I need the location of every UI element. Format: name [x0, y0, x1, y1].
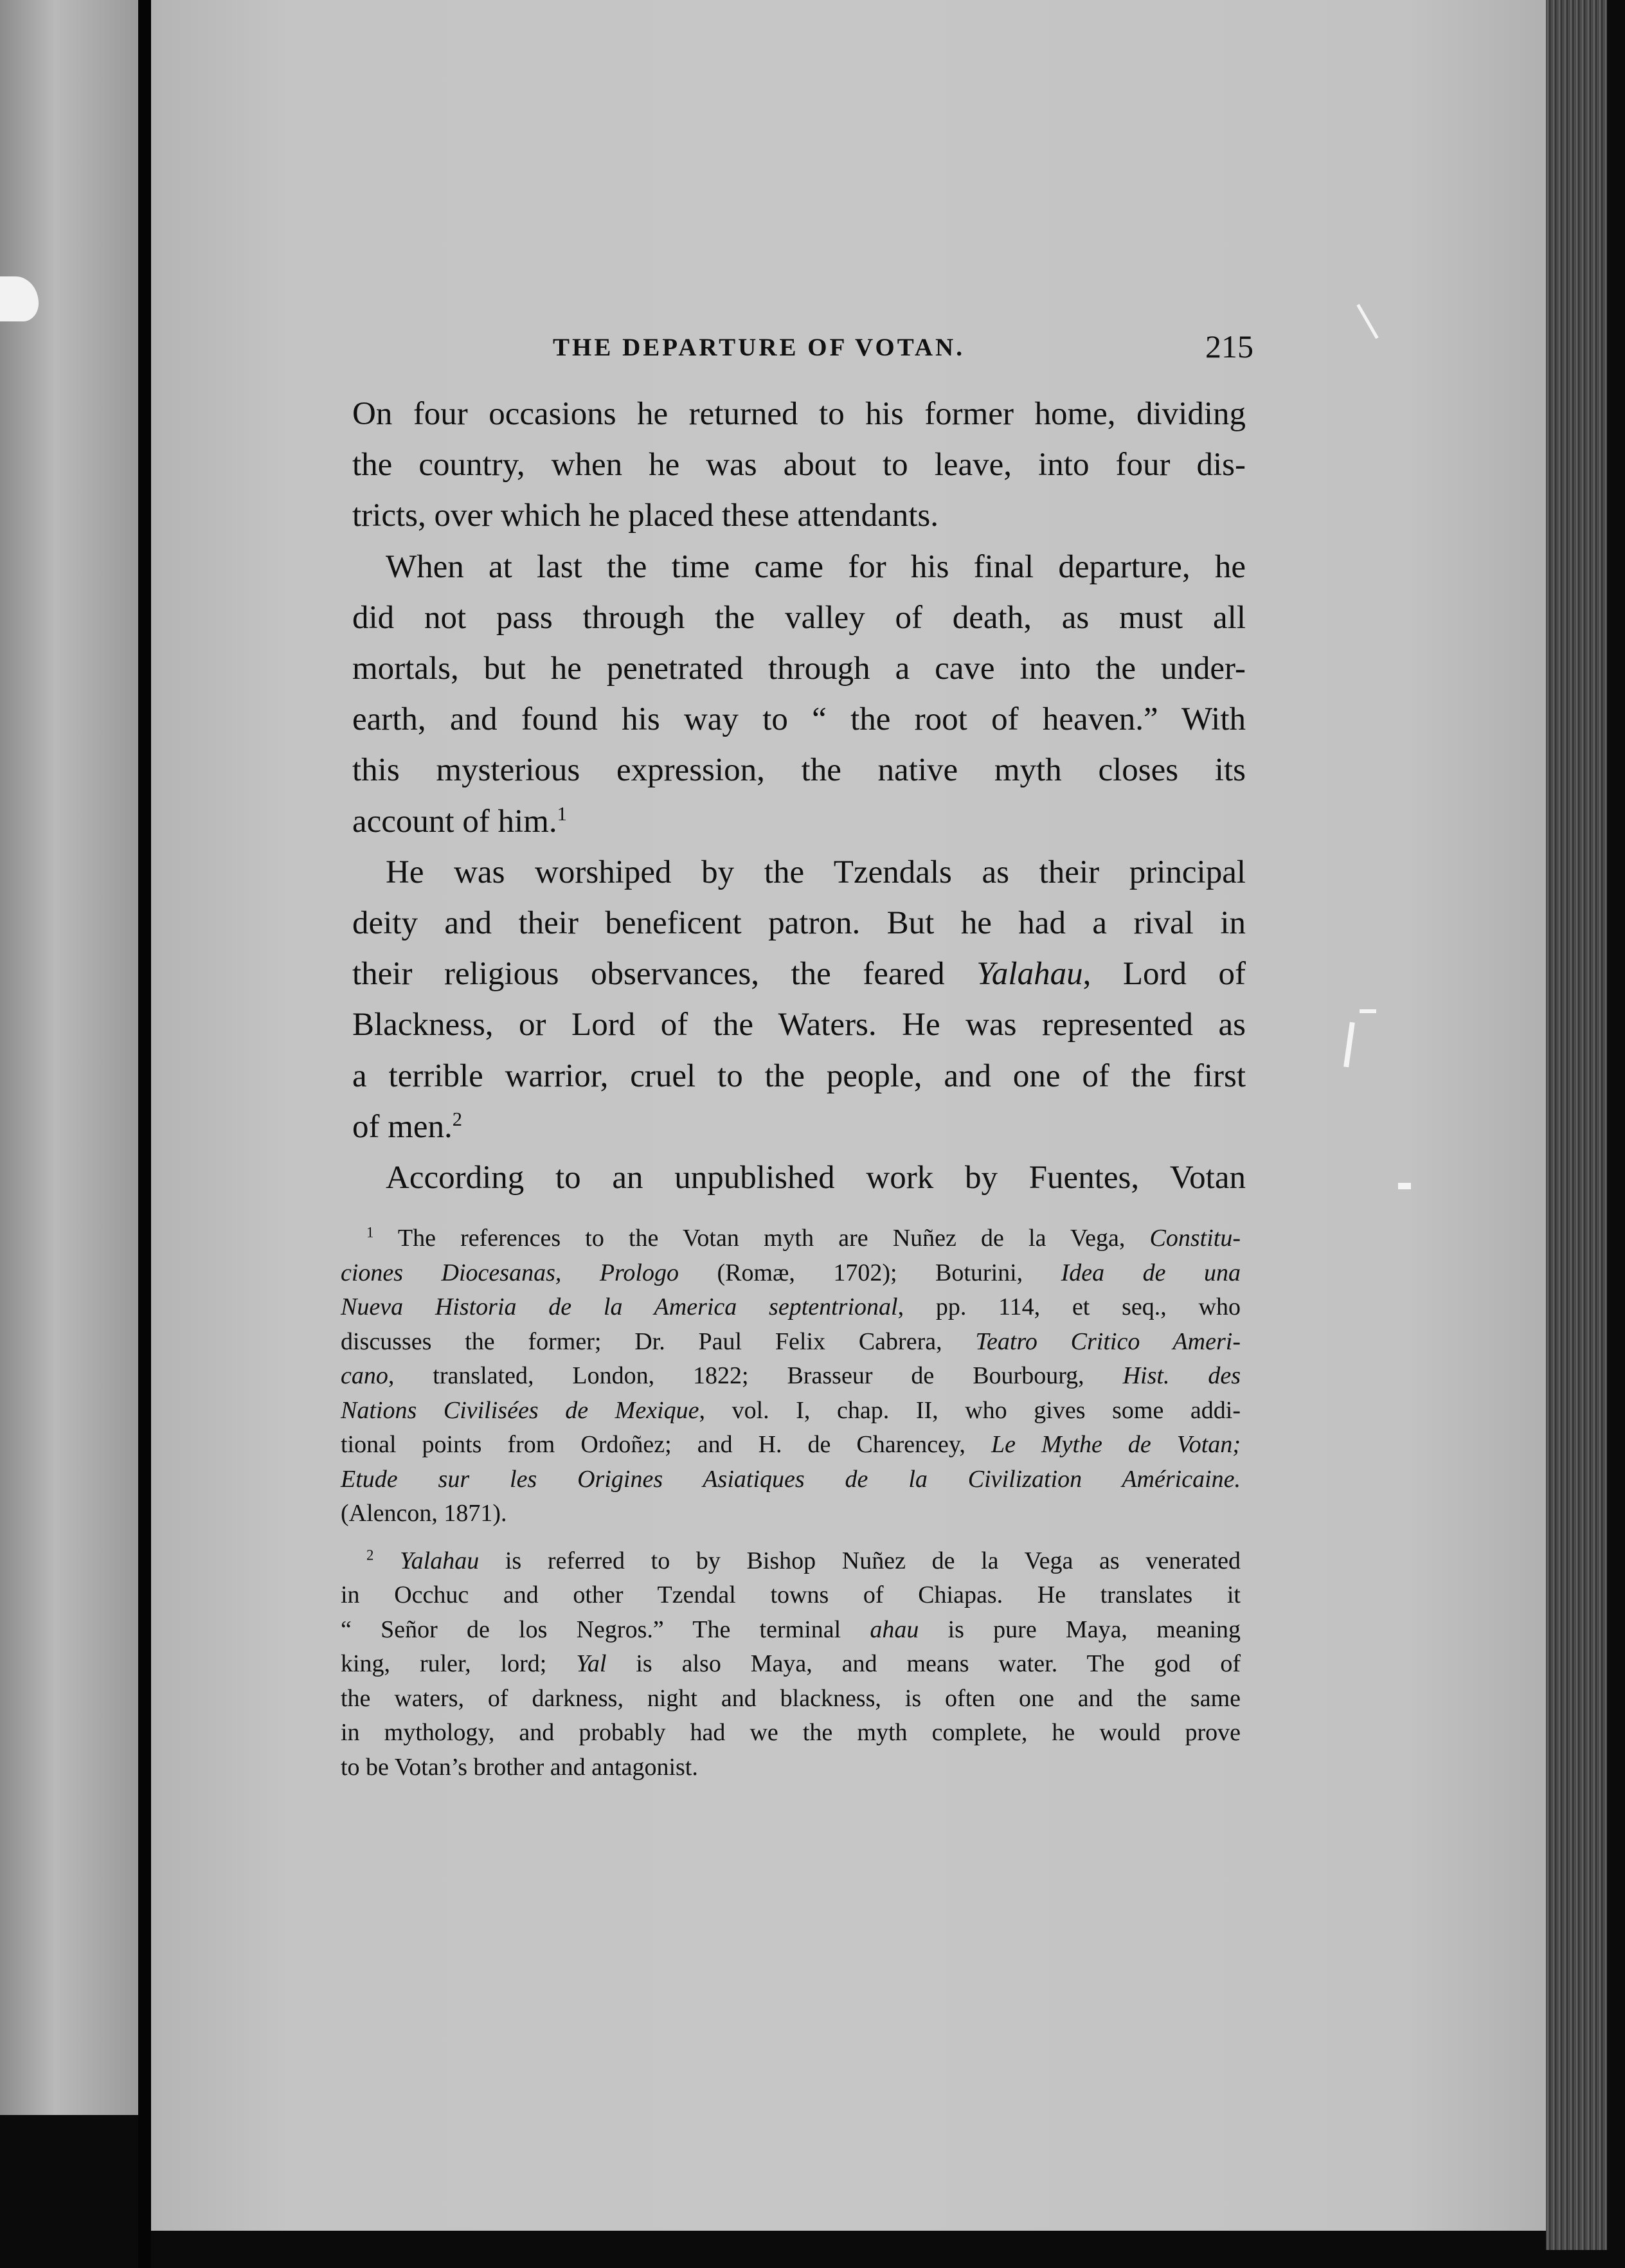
footnote-line [341, 1325, 1241, 1360]
paragraph-3 [352, 847, 1246, 1153]
footnote-line [341, 1544, 1241, 1579]
paragraph-4 [352, 1153, 1246, 1203]
footnotes [341, 1221, 1241, 1785]
text-segment: , vol. I, chap. II, who gives some addi- [699, 1396, 1241, 1424]
text-segment: tional points from Ordoñez; and H. de Charencey, [341, 1431, 991, 1458]
italic-term: Yal [576, 1650, 607, 1677]
running-header [553, 328, 1253, 373]
footnote-ref: 1 [557, 802, 567, 825]
running-title: THE DEPARTURE OF VOTAN. [553, 334, 965, 361]
footnote-marker: 2 [366, 1546, 374, 1563]
text-line: He was worshiped by the Tzendals as their principal [386, 854, 1246, 890]
footnote-line [341, 1359, 1241, 1394]
text-line [352, 1102, 1246, 1153]
text-segment: (Romæ, 1702); Boturini, [678, 1259, 1061, 1286]
text-line: earth, and found his way to “ the root of heaven.” With [352, 701, 1246, 738]
footnote-line [341, 1256, 1241, 1291]
footnote-line [341, 1462, 1241, 1497]
footnote-marker: 1 [366, 1224, 374, 1241]
footnote-line [341, 1394, 1241, 1428]
text-line [352, 949, 1246, 1000]
text-line: tricts, over which he placed these attendants. [352, 498, 938, 534]
text-line: a terrible warrior, cruel to the people, and one of the first [352, 1058, 1246, 1094]
italic-title: Le Mythe de Votan; [991, 1431, 1241, 1458]
text-segment: discusses the former; Dr. Paul Felix Cabrera, [341, 1328, 976, 1355]
footnote-line: in Occhuc and other Tzendal towns of Chiapas. He translates it [341, 1581, 1241, 1608]
italic-title: Etude sur les Origines Asiatiques de la Civilization Américaine. [341, 1465, 1241, 1493]
footnote-line [341, 1613, 1241, 1648]
text-line: mortals, but he penetrated through a cave into the under- [352, 651, 1246, 687]
text-line: Blackness, or Lord of the Waters. He was represented as [352, 1007, 1246, 1043]
italic-title: Constitu- [1149, 1225, 1241, 1252]
previous-page-edge [0, 0, 138, 2115]
scan-speck [1398, 1183, 1411, 1189]
scan-speck [1356, 304, 1378, 339]
footnote-line [341, 1428, 1241, 1462]
previous-page-mark [0, 276, 39, 321]
text-line [352, 797, 1246, 847]
footnote-line [341, 1290, 1241, 1325]
text-segment: The references to the Votan myth are Nuñez de la Vega, [397, 1225, 1150, 1252]
paragraph-1 [352, 389, 1246, 542]
text-line: the country, when he was about to leave, into four dis- [352, 447, 1246, 483]
text-segment: is also Maya, and means water. The god of [606, 1650, 1241, 1677]
page-number: 215 [1205, 328, 1253, 364]
text-line: On four occasions he returned to his former home, dividing [352, 396, 1246, 432]
footnote-ref: 2 [452, 1108, 463, 1130]
italic-title: Teatro Critico Ameri- [975, 1328, 1241, 1355]
footnote-1 [341, 1221, 1241, 1531]
text-line: According to an unpublished work by Fuentes, Votan [386, 1160, 1246, 1196]
italic-title: Nations Civilisées de Mexique [341, 1396, 699, 1424]
footnote-line: to be Votan’s brother and antagonist. [341, 1753, 698, 1781]
text-line: deity and their beneficent patron. But he had a rival in [352, 905, 1246, 942]
italic-title: ciones Diocesanas, Prologo [341, 1259, 679, 1286]
footnote-line: the waters, of darkness, night and blackness, is often one and the same [341, 1684, 1241, 1712]
text-line: did not pass through the valley of death, as must all [352, 599, 1246, 636]
text-segment: of men. [352, 1108, 453, 1145]
body-text [352, 389, 1246, 1203]
text-segment: “ Señor de los Negros.” The terminal [341, 1616, 870, 1643]
paragraph-2 [352, 542, 1246, 847]
text-segment: king, ruler, lord; [341, 1650, 577, 1677]
footnote-line [341, 1221, 1241, 1256]
text-segment: is pure Maya, meaning [919, 1616, 1241, 1643]
text-segment: their religious observances, the feared [352, 956, 977, 993]
italic-title: cano [341, 1362, 388, 1389]
binding-gutter [138, 0, 151, 2268]
footnote-line [341, 1647, 1241, 1682]
italic-title: Hist. des [1122, 1362, 1241, 1389]
text-segment: , translated, London, 1822; Brasseur de Bourbourg, [388, 1362, 1123, 1389]
text-segment: , Lord of [1082, 956, 1246, 993]
text-segment: account of him. [352, 803, 557, 840]
text-segment: is referred to by Bishop Nuñez de la Vega as venerated [479, 1547, 1241, 1574]
scan-speck [1360, 1009, 1376, 1013]
text-segment: , pp. 114, et seq., who [897, 1293, 1241, 1320]
italic-term: Yalahau [976, 956, 1083, 993]
italic-title: Nueva Historia de la America septentrional [341, 1293, 898, 1320]
page-block-edges [1546, 0, 1607, 2250]
italic-term: ahau [870, 1616, 919, 1643]
footnote-2 [341, 1544, 1241, 1785]
text-line: When at last the time came for his final departure, he [386, 548, 1246, 585]
footnote-line: in mythology, and probably had we the myth complete, he would prove [341, 1719, 1241, 1746]
text-line: this mysterious expression, the native myth closes its [352, 752, 1246, 789]
italic-title: Idea de una [1061, 1259, 1241, 1286]
scan-speck [1343, 1022, 1355, 1067]
footnote-line: (Alencon, 1871). [341, 1500, 507, 1527]
italic-term: Yalahau [400, 1547, 480, 1574]
